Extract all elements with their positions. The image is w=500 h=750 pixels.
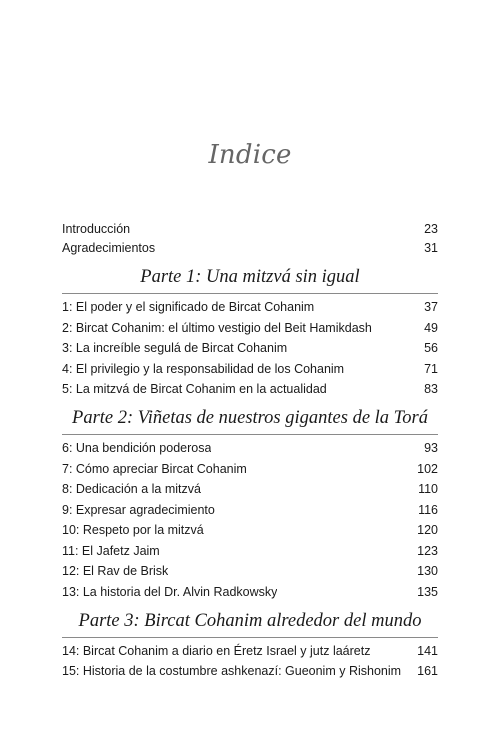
toc-entry-page: 120 bbox=[417, 523, 438, 537]
part-3 bbox=[62, 609, 438, 682]
toc-entry-page: 123 bbox=[417, 543, 438, 558]
toc-entry-page: 130 bbox=[417, 564, 438, 578]
toc-entry[interactable] bbox=[62, 542, 438, 561]
toc-entry-label: 15: Historia de la costumbre ashkenazí: Gueonim y Rishonim bbox=[62, 664, 402, 678]
page-title: Indice bbox=[208, 140, 292, 170]
part-heading: Parte 3: Bircat Cohanim alrededor del mundo bbox=[78, 610, 422, 631]
part-divider bbox=[62, 293, 438, 294]
toc-entry-label: 7: Cómo apreciar Bircat Cohanim bbox=[62, 461, 247, 476]
toc-entry[interactable] bbox=[62, 583, 438, 602]
toc-entry-page: 71 bbox=[424, 361, 438, 376]
toc-entry-label: 1: El poder y el significado de Bircat Cohanim bbox=[62, 300, 315, 314]
toc-entry[interactable] bbox=[62, 562, 438, 581]
toc-entry[interactable] bbox=[62, 239, 438, 258]
part-divider bbox=[62, 434, 438, 435]
toc-entry[interactable] bbox=[62, 460, 438, 479]
toc-entry-label: 11: El Jafetz Jaim bbox=[62, 543, 160, 558]
table-of-contents bbox=[62, 220, 438, 683]
toc-entry-page: 31 bbox=[424, 241, 438, 255]
part-heading: Parte 2: Viñetas de nuestros gigantes de la Torá bbox=[72, 408, 428, 428]
toc-entry-page: 37 bbox=[424, 300, 438, 314]
toc-entry[interactable] bbox=[62, 662, 438, 681]
toc-entry-label: 10: Respeto por la mitzvá bbox=[62, 523, 204, 537]
toc-entry-label: Agradecimientos bbox=[62, 241, 156, 255]
toc-entry-label: 13: La historia del Dr. Alvin Radkowsky bbox=[62, 584, 278, 599]
front-matter bbox=[62, 220, 438, 258]
toc-entry-page: 135 bbox=[417, 584, 438, 599]
toc-entry-page: 56 bbox=[424, 341, 438, 355]
part-heading: Parte 1: Una mitzvá sin igual bbox=[140, 267, 360, 287]
toc-entry-label: Introducción bbox=[62, 222, 131, 236]
part-1 bbox=[62, 265, 438, 399]
toc-entry[interactable] bbox=[62, 521, 438, 540]
toc-entry-page: 23 bbox=[424, 222, 438, 236]
toc-entry[interactable] bbox=[62, 439, 438, 458]
toc-entry[interactable] bbox=[62, 319, 438, 338]
toc-entry[interactable] bbox=[62, 501, 438, 520]
toc-entry-label: 2: Bircat Cohanim: el último vestigio del Beit Hamikdash bbox=[62, 320, 372, 335]
toc-entry[interactable] bbox=[62, 380, 438, 399]
toc-entry[interactable] bbox=[62, 360, 438, 379]
toc-entry-page: 161 bbox=[417, 664, 438, 678]
toc-entry[interactable] bbox=[62, 298, 438, 317]
toc-entry-page: 83 bbox=[424, 382, 438, 396]
toc-entry-page: 49 bbox=[424, 320, 438, 335]
toc-entry[interactable] bbox=[62, 642, 438, 661]
part-2 bbox=[62, 406, 438, 602]
toc-entry-label: 6: Una bendición poderosa bbox=[62, 441, 212, 455]
toc-entry-page: 116 bbox=[418, 502, 438, 517]
toc-entry-label: 12: El Rav de Brisk bbox=[62, 564, 169, 578]
toc-entry-page: 93 bbox=[424, 441, 438, 455]
toc-entry-label: 14: Bircat Cohanim a diario en Éretz Israel y jutz laáretz bbox=[62, 643, 371, 658]
toc-entry[interactable] bbox=[62, 339, 438, 358]
toc-entry-label: 3: La increíble segulá de Bircat Cohanim bbox=[62, 341, 288, 355]
toc-entry-label: 8: Dedicación a la mitzvá bbox=[62, 482, 201, 496]
toc-entry[interactable] bbox=[62, 480, 438, 499]
part-divider bbox=[62, 637, 438, 638]
toc-entry[interactable] bbox=[62, 220, 438, 239]
toc-entry-page: 110 bbox=[418, 482, 438, 496]
toc-entry-label: 5: La mitzvá de Bircat Cohanim en la actualidad bbox=[62, 382, 327, 396]
toc-entry-label: 9: Expresar agradecimiento bbox=[62, 502, 215, 517]
toc-entry-page: 141 bbox=[417, 643, 438, 658]
toc-entry-label: 4: El privilegio y la responsabilidad de los Cohanim bbox=[62, 361, 345, 376]
toc-entry-page: 102 bbox=[417, 461, 438, 476]
